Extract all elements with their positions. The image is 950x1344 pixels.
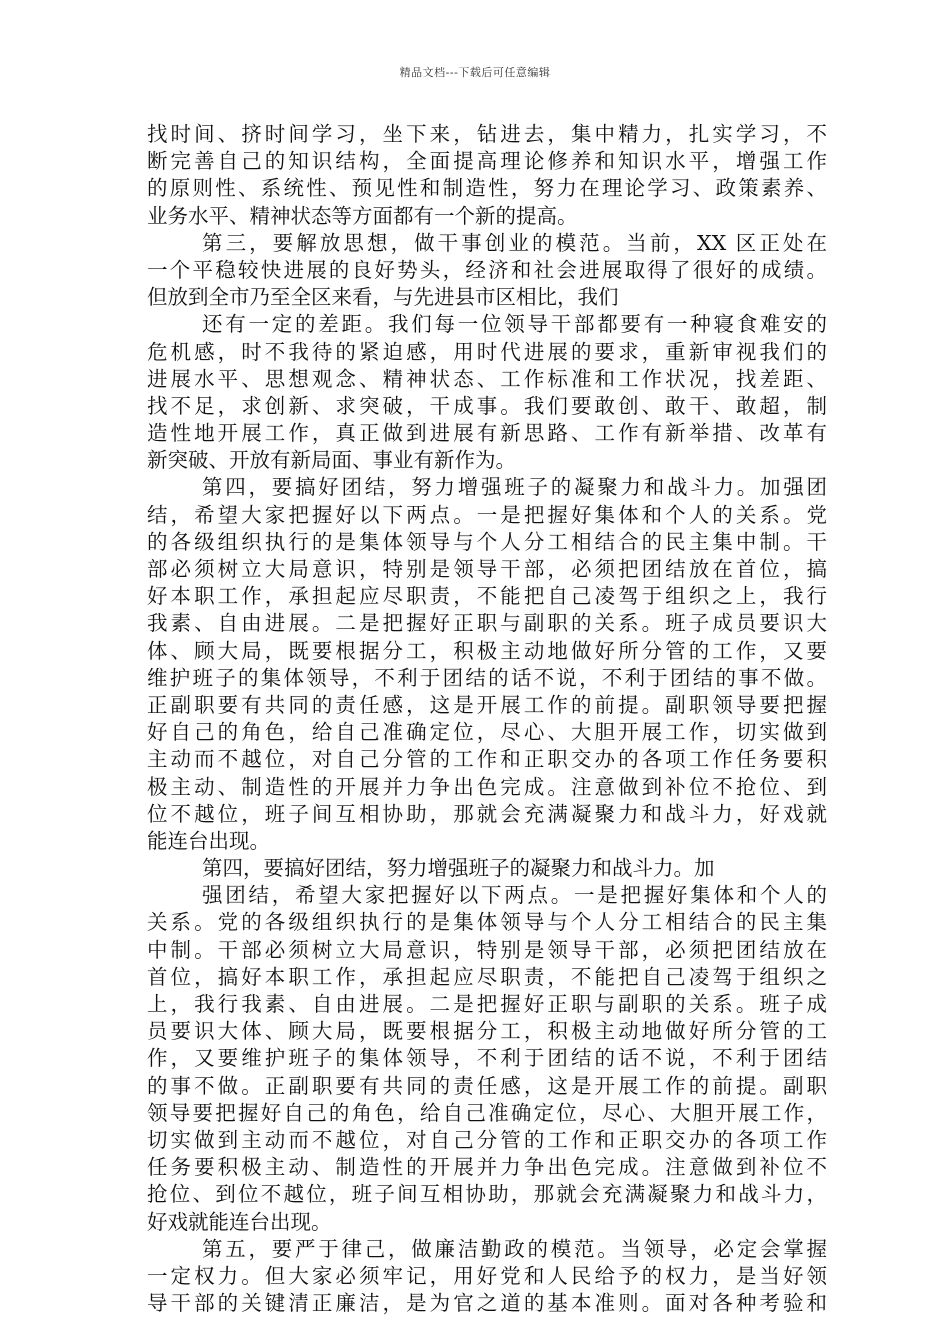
text-line: 但放到全市乃至全区来看，与先进县市区相比，我们 — [147, 285, 619, 310]
text-line: 任务要积极主动、制造性的开展并力争出色完成。注意做到补位不 — [147, 1155, 827, 1180]
text-line: 还有一定的差距。我们每一位领导干部都要有一种寝食难安的 — [202, 312, 827, 337]
page-header: 精品文档---下载后可任意编辑 — [399, 66, 551, 79]
text-line: 进展水平、思想观念、精神状态、工作标准和工作状况，找差距、 — [147, 366, 827, 391]
text-line: 好自己的角色，给自己准确定位，尽心、大胆开展工作，切实做到 — [147, 720, 827, 745]
text-line: 体、顾大局，既要根据分工，积极主动地做好所分管的工作，又要 — [147, 638, 827, 663]
text-line: 导干部的关键清正廉洁，是为官之道的基本准则。面对各种考验和 — [147, 1291, 827, 1316]
text-line: 好戏就能连台出现。 — [147, 1209, 332, 1234]
text-line: 结，希望大家把握好以下两点。一是把握好集体和个人的关系。党 — [147, 502, 827, 527]
text-line: 领导要把握好自己的角色，给自己准确定位，尽心、大胆开展工作， — [147, 1100, 827, 1125]
text-line: 抢位、到位不越位，班子间互相协助，那就会充满凝聚力和战斗力， — [147, 1182, 827, 1207]
text-line: 一个平稳较快进展的良好势头，经济和社会进展取得了很好的成绩。 — [147, 257, 827, 282]
text-line: 我素、自由进展。二是把握好正职与副职的关系。班子成员要识大 — [147, 611, 827, 636]
text-line: 强团结，希望大家把握好以下两点。一是把握好集体和个人的 — [202, 883, 827, 908]
text-line: 维护班子的集体领导，不利于团结的话不说，不利于团结的事不做。 — [147, 665, 827, 690]
text-line: 一定权力。但大家必须牢记，用好党和人民给予的权力，是当好领 — [147, 1263, 827, 1288]
text-line: 的事不做。正副职要有共同的责任感，这是开展工作的前提。副职 — [147, 1073, 827, 1098]
text-line: 断完善自己的知识结构，全面提高理论修养和知识水平，增强工作 — [147, 149, 827, 174]
text-line: 找不足，求创新、求突破，干成事。我们要敢创、敢干、敢超，制 — [147, 393, 827, 418]
text-line: 关系。党的各级组织执行的是集体领导与个人分工相结合的民主集 — [147, 910, 827, 935]
text-line: 造性地开展工作，真正做到进展有新思路、工作有新举措、改革有 — [147, 421, 827, 446]
text-line: 危机感，时不我待的紧迫感，用时代进展的要求，重新审视我们的 — [147, 339, 827, 364]
text-line: 第三，要解放思想，做干事创业的模范。当前，XX 区正处在 — [202, 230, 827, 255]
text-line: 的各级组织执行的是集体领导与个人分工相结合的民主集中制。干 — [147, 529, 827, 554]
document-body — [147, 121, 827, 1317]
text-line: 第五，要严于律己，做廉洁勤政的模范。当领导，必定会掌握 — [202, 1236, 827, 1261]
text-line: 极主动、制造性的开展并力争出色完成。注意做到补位不抢位、到 — [147, 774, 827, 799]
text-line: 切实做到主动而不越位，对自己分管的工作和正职交办的各项工作 — [147, 1127, 827, 1152]
text-line: 员要识大体、顾大局，既要根据分工，积极主动地做好所分管的工 — [147, 1019, 827, 1044]
text-line: 新突破、开放有新局面、事业有新作为。 — [147, 448, 516, 473]
text-line: 好本职工作，承担起应尽职责，不能把自己凌驾于组织之上，我行 — [147, 584, 827, 609]
text-line: 找时间、挤时间学习，坐下来，钻进去，集中精力，扎实学习，不 — [147, 122, 827, 146]
text-line: 第四，要搞好团结，努力增强班子的凝聚力和战斗力。加强团 — [202, 475, 827, 500]
text-line: 作，又要维护班子的集体领导，不利于团结的话不说，不利于团结 — [147, 1046, 827, 1071]
text-line: 正副职要有共同的责任感，这是开展工作的前提。副职领导要把握 — [147, 692, 827, 717]
text-line: 位不越位，班子间互相协助，那就会充满凝聚力和战斗力，好戏就 — [147, 801, 827, 826]
text-line: 的原则性、系统性、预见性和制造性，努力在理论学习、政策素养、 — [147, 176, 827, 201]
text-line: 首位，搞好本职工作，承担起应尽职责，不能把自己凌驾于组织之 — [147, 964, 827, 989]
text-line: 中制。干部必须树立大局意识，特别是领导干部，必须把团结放在 — [147, 937, 827, 962]
text-line: 部必须树立大局意识，特别是领导干部，必须把团结放在首位，搞 — [147, 557, 827, 581]
text-line: 第四，要搞好团结，努力增强班子的凝聚力和战斗力。加 — [202, 856, 715, 881]
text-line: 上，我行我素、自由进展。二是把握好正职与副职的关系。班子成 — [147, 992, 827, 1016]
text-line: 业务水平、精神状态等方面都有一个新的提高。 — [147, 203, 578, 228]
text-line: 主动而不越位，对自己分管的工作和正职交办的各项工作任务要积 — [147, 747, 827, 772]
text-line: 能连台出现。 — [147, 828, 270, 853]
